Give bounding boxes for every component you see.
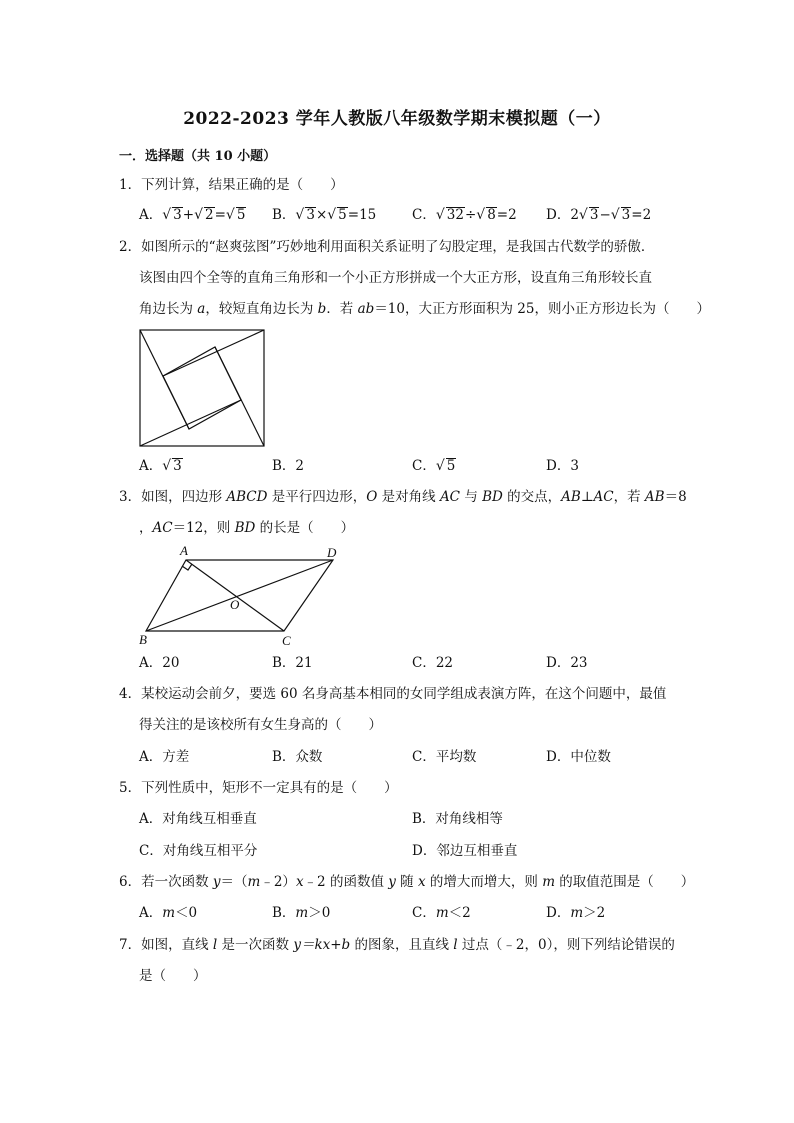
q2-option-d[interactable]: D．3 [546, 458, 579, 474]
q5-option-c[interactable]: C．对角线互相平分 [139, 843, 258, 859]
triangle-edge-2 [163, 330, 264, 376]
label-o: O [230, 597, 240, 612]
parallelogram-diagram [136, 541, 346, 649]
q3-option-d[interactable]: D．23 [546, 655, 588, 671]
question-6-stem: 6．若一次函数 y＝（m﹣2）x﹣2 的函数值 y 随 x 的增大而增大，则 m 的取值范围是（ ） [119, 874, 695, 890]
label-c: C [282, 633, 291, 648]
question-5-stem: 5．下列性质中，矩形不一定具有的是（ ） [119, 780, 398, 796]
question-7-line-1: 7．如图，直线 l 是一次函数 y＝kx+b 的图象，且直线 l 过点（﹣2，0），则下列结论错误的 [119, 937, 675, 953]
q4-option-a[interactable]: A．方差 [139, 749, 190, 765]
triangle-edge-4 [140, 400, 241, 446]
q4-option-d[interactable]: D．中位数 [546, 749, 611, 765]
q2-option-a[interactable]: A．√ 3 [139, 458, 182, 474]
q2-option-c[interactable]: C．√ 5 [412, 458, 456, 474]
question-3-line-2: ，AC＝12，则 BD 的长是（ ） [139, 520, 355, 536]
q2-option-b[interactable]: B．2 [272, 458, 305, 474]
q1-option-b[interactable]: B．√ 3×√ 5=15 [272, 207, 377, 223]
q6-option-d[interactable]: D．m＞2 [546, 905, 606, 921]
section-heading: 一．选择题（共 10 小题） [119, 149, 277, 164]
q1-option-a[interactable]: A．√ 3+√ 2=√ 5 [139, 207, 246, 223]
q6-option-a[interactable]: A．m＜0 [139, 905, 198, 921]
zhao-shuang-diagram [139, 329, 265, 447]
q6-option-b[interactable]: B．m＞0 [272, 905, 331, 921]
label-b: B [139, 632, 147, 647]
large-square [140, 330, 264, 446]
page-title: 2022-2023 学年人教版八年级数学期末模拟题（一） [183, 109, 611, 129]
q1-option-d[interactable]: D．2√ 3−√ 3=2 [546, 207, 652, 223]
question-4-line-2: 得关注的是该校所有女生身高的（ ） [139, 717, 382, 733]
q3-option-b[interactable]: B．21 [272, 655, 313, 671]
q6-option-c[interactable]: C．m＜2 [412, 905, 471, 921]
label-d: D [327, 545, 337, 560]
q4-option-c[interactable]: C．平均数 [412, 749, 477, 765]
question-2-line-1: 2．如图所示的“赵爽弦图”巧妙地利用面积关系证明了勾股定理，是我国古代数学的骄傲． [119, 239, 655, 255]
q1-option-c[interactable]: C．√ 32÷√ 8=2 [412, 207, 517, 223]
small-square [163, 347, 241, 429]
question-2-line-3: 角边长为 a，较短直角边长为 b．若 ab＝10，大正方形面积为 25，则小正方形边长为（ ） [139, 301, 710, 317]
diagonal-ac [186, 560, 284, 631]
q4-option-b[interactable]: B．众数 [272, 749, 323, 765]
q5-option-b[interactable]: B．对角线相等 [412, 811, 503, 827]
question-2-line-2: 该图由四个全等的直角三角形和一个小正方形拼成一个大正方形，设直角三角形较长直 [139, 270, 652, 286]
question-7-line-2: 是（ ） [139, 968, 207, 984]
label-a: A [180, 543, 188, 558]
q5-option-a[interactable]: A．对角线互相垂直 [139, 811, 257, 827]
q5-option-d[interactable]: D．邻边互相垂直 [412, 843, 518, 859]
q3-option-a[interactable]: A．20 [139, 655, 180, 671]
q3-option-c[interactable]: C．22 [412, 655, 454, 671]
question-4-line-1: 4．某校运动会前夕，要选 60 名身高基本相同的女同学组成表演方阵，在这个问题中，最值 [119, 686, 667, 702]
question-1-stem: 1．下列计算，结果正确的是（ ） [119, 177, 344, 193]
question-3-line-1: 3．如图，四边形 ABCD 是平行四边形，O 是对角线 AC 与 BD 的交点，AB⊥AC，若 AB＝8 [119, 489, 687, 505]
diagonal-bd [146, 560, 333, 631]
